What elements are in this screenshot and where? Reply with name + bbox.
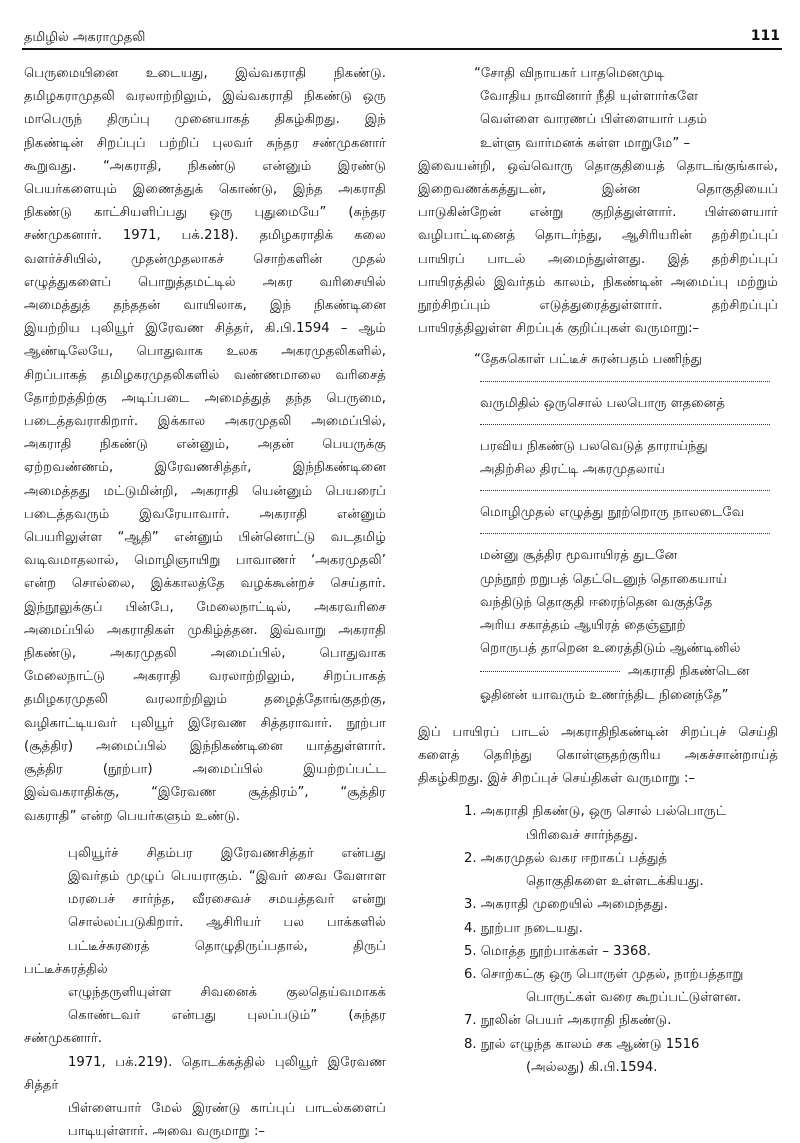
right-column (418, 62, 778, 1079)
text-line: நூற்சிறப்பும் எடுத்துரைத்துள்ளார். தற்சிறப்புப் (418, 298, 778, 314)
list-item (464, 847, 778, 893)
text-line: அகராதி நிகண்டு என்னும், அதன் பெயருக்கு (24, 437, 386, 453)
text-line: வழிபாட்டினைத் தொடர்ந்து, ஆசிரியரின் தற்சிறப்புப் (418, 228, 778, 244)
text-line: பாயிரப் பாடல் அமைந்துள்ளது. இத் தற்சிறப்புப் (418, 251, 778, 267)
running-title: தமிழில் அகராமுதலி (24, 30, 146, 45)
preface-verse (474, 348, 778, 706)
text-line: எழுத்துகளைப் பொறுத்தமட்டில் அகர வரிசையில் (24, 274, 386, 290)
list-item (464, 893, 778, 916)
text-line: நிகண்டின் சிறப்புப் பற்றிப் புலவர் சுந்தர சண்முகனார் (24, 135, 386, 151)
verse-line: மன்னு சூத்திர மூவாயிரத் துடனே (480, 548, 678, 564)
text-line: சொல்லப்படுகிறார். ஆசிரியர் பல பாக்களில் (68, 915, 386, 931)
ellipsis-separator (480, 380, 770, 382)
verse-line-with-ellipsis (474, 660, 778, 683)
text-line: (சூத்திர) அமைப்பில் இந்நிகண்டினை யாத்துள்ளார். (24, 738, 386, 754)
verse-line: அகராதி நிகண்டென (628, 664, 750, 680)
verse-line: முந்நூற் றறுபத் தெட்டெனுந் தொகையாய் (480, 571, 727, 587)
text-line: புலியூர்ச் சிதம்பர இரேவணசித்தர் என்பது (68, 845, 386, 861)
text-line: களைத் தெரிந்து கொள்ளுதற்குரிய அகச்சான்றாய்த் (418, 748, 778, 764)
text-line: வழிகாட்டியவர் புலியூர் இரேவண சித்தராவார். நூற்பா (24, 715, 386, 731)
text-line: இவர்தம் முழுப் பெயராகும். “இவர் சைவ வேளாள (68, 868, 386, 884)
text-line: பெயர்களையும் இணைத்துக் கொண்டு, இந்த அகராதி (24, 182, 386, 198)
text-line: 1971, பக்.219). தொடக்கத்தில் புலியூர் இரேவண சித்தர் (24, 1054, 386, 1093)
verse-line: வோதிய நாவினார் நீதி யுள்ளார்களே (480, 89, 699, 105)
ellipsis-separator (480, 423, 770, 425)
text-line: எழுந்தருளியுள்ள சிவனைக் குலதெய்வமாகக் (68, 984, 386, 1000)
text-line: நிகண்டு, அகரமுதலி அமைப்பில், பொதுவாக (24, 646, 386, 662)
list-item-text: 3. அகராதி முறையில் அமைந்தது. (464, 897, 668, 913)
text-line: பாயிரத்திலுள்ள சிறப்புக் குறிப்புகள் வருமாறு:– (418, 321, 700, 337)
text-line: ஆண்டிலேயே, பொதுவாக உலக அகரமுதலிகளில், (24, 344, 386, 360)
list-item-text: 5. மொத்த நூற்பாக்கள் – 3368. (464, 943, 651, 959)
list-item (464, 917, 778, 940)
text-line: பட்டீச்சுரரைத் தொழுதிருப்பதால், திருப் பட்டீச்சுரத்தில் (24, 938, 386, 977)
ellipsis-separator (480, 532, 770, 534)
list-item (464, 800, 778, 846)
text-line: அமைத்துத் தந்ததன் வாயிலாக, இந் நிகண்டினை (24, 298, 386, 314)
invocation-verse (474, 62, 778, 155)
verse-line: மொழிமுதல் எழுத்து நூற்றொரு நாலடைவே (480, 505, 745, 521)
list-item-continuation: பொருட்கள் வரை கூறப்பட்டுள்ளன. (526, 990, 742, 1006)
text-line: பாயிரத்தில் இவர்தம் காலம், நிகண்டின் அமைப்பு மற்றும் (418, 274, 778, 290)
list-item (464, 1009, 778, 1032)
text-line: கூறுவது. “அகராதி, நிகண்டு என்னும் இரண்டு (24, 158, 386, 174)
list-item-text: 2. அகரமுதல் வகர ஈறாகப் பத்துத் (464, 850, 668, 866)
verse-line: வருமிதில் ஒருசொல் பலபொரு ளதனைத் (480, 395, 726, 411)
text-line: இந்நூலுக்குப் பின்பே, மேலைநாட்டில், அகரவரிசை (24, 599, 386, 615)
list-item-continuation: தொகுதிகளை உள்ளடக்கியது. (526, 874, 704, 890)
right-paragraph-1 (418, 155, 778, 341)
verse-line: வெள்ளை வாரணப் பிள்ளையார் பதம் (480, 112, 708, 128)
text-line: கொண்டவர் என்பது புலப்படும்” (சுந்தர சண்முகனார். (24, 1008, 386, 1047)
ellipsis-separator (480, 670, 620, 672)
text-line: திகழ்கிறது. இச் சிறப்புச் செய்திகள் வருமாறு :– (418, 771, 696, 787)
text-line: பெருமையினை உடையது, இவ்வகராதி நிகண்டு. (24, 66, 386, 81)
text-line: மேலைநாட்டு அகராதி வரலாற்றிலும், சிறப்பாகத் (24, 669, 386, 685)
list-item (464, 963, 778, 1009)
verse-line: பரவிய நிகண்டு பலவெடுத் தாராய்ந்து (480, 438, 708, 454)
page-number: 111 (750, 28, 780, 44)
verse-line: “தேசுகொள் பட்டீச் சுரன்பதம் பணிந்து (474, 352, 703, 368)
text-line: சிறப்பாகத் தமிழகரமுதலிகளில் வண்ணமாலை வரிசைத் (24, 367, 386, 383)
text-line: சூத்திர (நூற்பா) அமைப்பில் இயற்றப்பட்ட (24, 762, 386, 778)
text-line: அமைப்பில் அகராதிகள் முகிழ்த்தன. இவ்வாறு அகராதி (24, 622, 386, 638)
text-line: பெயரிலுள்ள “ஆதி” என்னும் பின்னொட்டு வடதமிழ் (24, 530, 386, 546)
text-line: வளர்ச்சியில், முதன்முதலாகச் சொற்களின் முதல் (24, 251, 386, 267)
text-line: ஏற்றவண்ணம், இரேவணசித்தர், இந்நிகண்டினை (24, 460, 386, 476)
verse-line: அரிய சகாத்தம் ஆயிரத் தைஞ்ஞூற் (480, 618, 686, 634)
verse-line: றொருபத் தாறென உரைத்திடும் ஆண்டினில் (480, 641, 741, 657)
text-line: படைத்தவரும் இவரேயாவார். அகராதி என்னும் (24, 506, 386, 522)
text-line: படைத்தவராகிறார். இக்கால அகரமுதலி அமைப்பில், (24, 414, 386, 430)
right-paragraph-2 (418, 721, 778, 791)
left-paragraph-1 (24, 62, 386, 828)
text-line: தமிழகரமுதலி வரலாற்றிலும் தழைத்தோங்குதற்கு, (24, 692, 386, 708)
text-line: பாடுகின்றேன் என்று குறித்துள்ளார். பிள்ளையார் (418, 205, 778, 221)
left-paragraph-2 (24, 842, 386, 1143)
verse-line: உள்ளு வார்மனக் கள்ள மாறுமே” – (480, 135, 691, 151)
list-item (464, 940, 778, 963)
text-line: தோற்றத்திற்கு அடிப்படை அமைத்துத் தந்த பெருமை, (24, 390, 386, 406)
text-line: மாபெருந் திருப்பு முனையாகத் திகழ்கிறது. இந் (24, 112, 386, 128)
ellipsis-separator (480, 489, 770, 491)
list-item-continuation: (அல்லது) கி.பி.1594. (526, 1059, 658, 1075)
text-line: மரபைச் சார்ந்த, வீரசைவச் சமயத்தவர் என்று (68, 892, 386, 908)
list-item-text: 1. அகராதி நிகண்டு, ஒரு சொல் பல்பொருட் (464, 804, 727, 820)
text-line: வடிவமாதலால், மொழிஞாயிறு பாவாணர் ‘அகரமுதலி’ (24, 553, 386, 569)
text-line: இவையன்றி, ஒவ்வொரு தொகுதியைத் தொடங்குங்கால், (418, 158, 778, 174)
list-item-text: 8. நூல் எழுந்த காலம் சக ஆண்டு 1516 (464, 1036, 700, 1052)
text-line: அமைத்தது மட்டுமின்றி, அகராதி யென்னும் பெயரைப் (24, 483, 386, 499)
text-line: தமிழகராமுதலி வரலாற்றிலும், இவ்வகராதி நிகண்டு ஒரு (24, 89, 386, 105)
text-line: வகராதி” என்ற பெயர்களும் உண்டு. (24, 808, 241, 824)
verse-line: “சோதி விநாயகர் பாதமெனமுடி (474, 66, 665, 81)
features-list (464, 800, 778, 1078)
text-line: இறைவணக்கத்துடன், இன்ன தொகுதியைப் (418, 182, 778, 198)
left-column (24, 62, 386, 1143)
verse-line: அதிற்சில திரட்டி அகரமுதலாய் (480, 462, 665, 478)
list-item-text: 7. நூலின் பெயர் அகராதி நிகண்டு. (464, 1013, 672, 1029)
list-item-text: 6. சொற்கட்கு ஒரு பொருள் முதல், நாற்பத்தாறு (464, 966, 744, 982)
running-header (22, 26, 782, 50)
text-line: பிள்ளையார் மேல் இரண்டு காப்புப் பாடல்களைப் (68, 1100, 386, 1116)
verse-line: ஓதினன் யாவரும் உணர்ந்திட நினைந்தே” (480, 687, 729, 703)
list-item-text: 4. நூற்பா நடையது. (464, 920, 583, 936)
text-line: சண்முகனார். 1971, பக்.218). தமிழகராதிக் கலை (24, 228, 386, 244)
text-line: நிகண்டு காட்சியளிப்பது ஒரு புதுமையே” (சுந்தர (24, 205, 386, 221)
text-line: இவ்வகராதிக்கு, “இரேவண சூத்திரம்”, “சூத்திர (24, 785, 386, 801)
text-line: இயற்றிய புலியூர் இரேவண சித்தர், கி.பி.1594 – ஆம் (24, 321, 386, 337)
text-line: என்ற சொல்லை, இக்காலத்தே வழக்கூன்றச் செய்தார். (24, 576, 386, 592)
text-line: இப் பாயிரப் பாடல் அகராதிநிகண்டின் சிறப்புச் செய்தி (418, 724, 778, 740)
list-item-continuation: பிரிவைச் சார்ந்தது. (526, 827, 638, 843)
text-line: பாடியுள்ளார். அவை வருமாறு :– (68, 1124, 266, 1140)
verse-line: வந்திடுந் தொகுதி ஈரைந்தென வகுத்தே (480, 594, 713, 610)
list-item (464, 1033, 778, 1079)
